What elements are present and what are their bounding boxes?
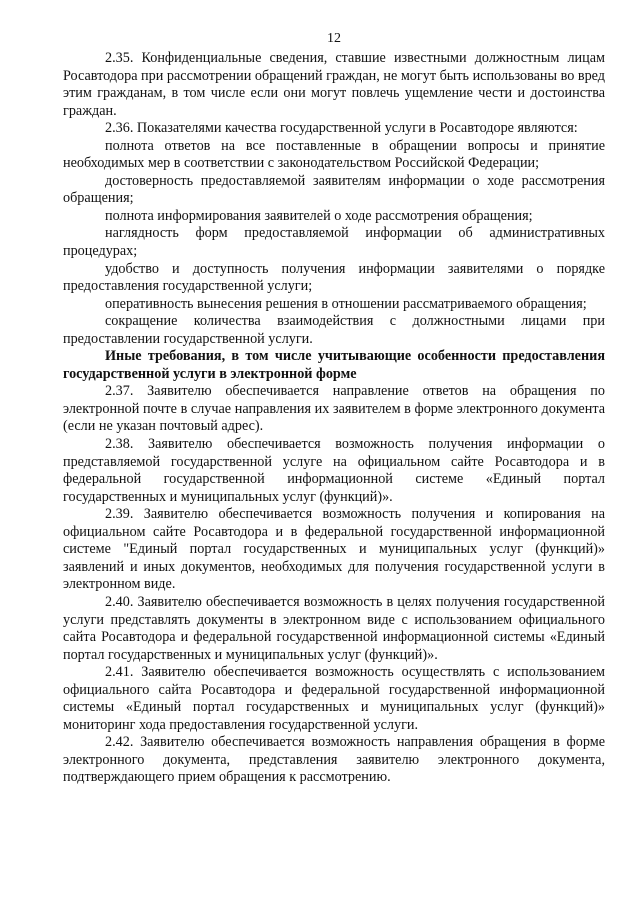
- document-body: [63, 50, 605, 787]
- paragraph-2-37: 2.37. Заявителю обеспечивается направление ответов на обращения по электронной почте в случае направления их заявителем в форме электронного документа (если не указан почтовый адрес).: [63, 383, 605, 435]
- paragraph-2-38: 2.38. Заявителю обеспечивается возможность получения информации о представляемой государственной услуге на официальном сайте Росавтодора и в федеральной государственной информационной системе «Единый портал государственных и муниципальных услуг (функций)».: [63, 436, 605, 505]
- paragraph-2-41: 2.41. Заявителю обеспечивается возможность осуществлять с использованием официального сайта Росавтодора и федеральной государственной информационной системы «Единый портал государственных и муниципальных услуг (функций)» мониторинг хода предоставления государственной услуги.: [63, 664, 605, 733]
- section-heading: Иные требования, в том числе учитывающие особенности предоставления государственной услуги в электронной форме: [63, 348, 605, 382]
- paragraph-2-36: 2.36. Показателями качества государственной услуги в Росавтодоре являются:: [105, 120, 578, 137]
- quality-indicator-informing: полнота информирования заявителей о ходе рассмотрения обращения;: [105, 207, 533, 224]
- quality-indicator-visibility: наглядность форм предоставляемой информации об административных процедурах;: [63, 225, 605, 260]
- quality-indicator-completeness: полнота ответов на все поставленные в обращении вопросы и принятие необходимых мер в соответствии с законодательством Российской Федерации;: [63, 137, 605, 172]
- quality-indicator-accessibility: удобство и доступность получения информации заявителями о порядке предоставления государственной услуги;: [63, 260, 605, 295]
- paragraph-2-35: 2.35. Конфиденциальные сведения, ставшие известными должностным лицам Росавтодора при рассмотрении обращений граждан, не могут быть использованы во вред этим гражданам, в том числе если они могут повлечь ущемление чести и достоинства граждан.: [63, 50, 605, 119]
- paragraph-2-40: 2.40. Заявителю обеспечивается возможность в целях получения государственной услуги представлять документы в электронном виде с использованием официального сайта Росавтодора и федеральной государственной информационной системы «Единый портал государственных и муниципальных услуг (функций)».: [63, 593, 605, 663]
- paragraph-2-39: 2.39. Заявителю обеспечивается возможность получения и копирования на официальном сайте Росавтодора и в федеральной государственной информационной системе "Единый портал государственных и муниципальных услуг (функций)» заявлений и иных документов, необходимых для получения государственной услуги в электронном виде.: [63, 506, 605, 593]
- page-number: 12: [327, 31, 341, 46]
- quality-indicator-reliability: достоверность предоставляемой заявителям информации о ходе рассмотрения обращения;: [63, 172, 605, 207]
- quality-indicator-interaction: сокращение количества взаимодействия с должностными лицами при предоставлении государственной услуги.: [63, 313, 605, 347]
- paragraph-2-42: 2.42. Заявителю обеспечивается возможность направления обращения в форме электронного документа, представления заявителю электронного документа, подтверждающего прием обращения к рассмотрению.: [63, 734, 605, 786]
- quality-indicator-promptness: оперативность вынесения решения в отношении рассматриваемого обращения;: [105, 295, 587, 312]
